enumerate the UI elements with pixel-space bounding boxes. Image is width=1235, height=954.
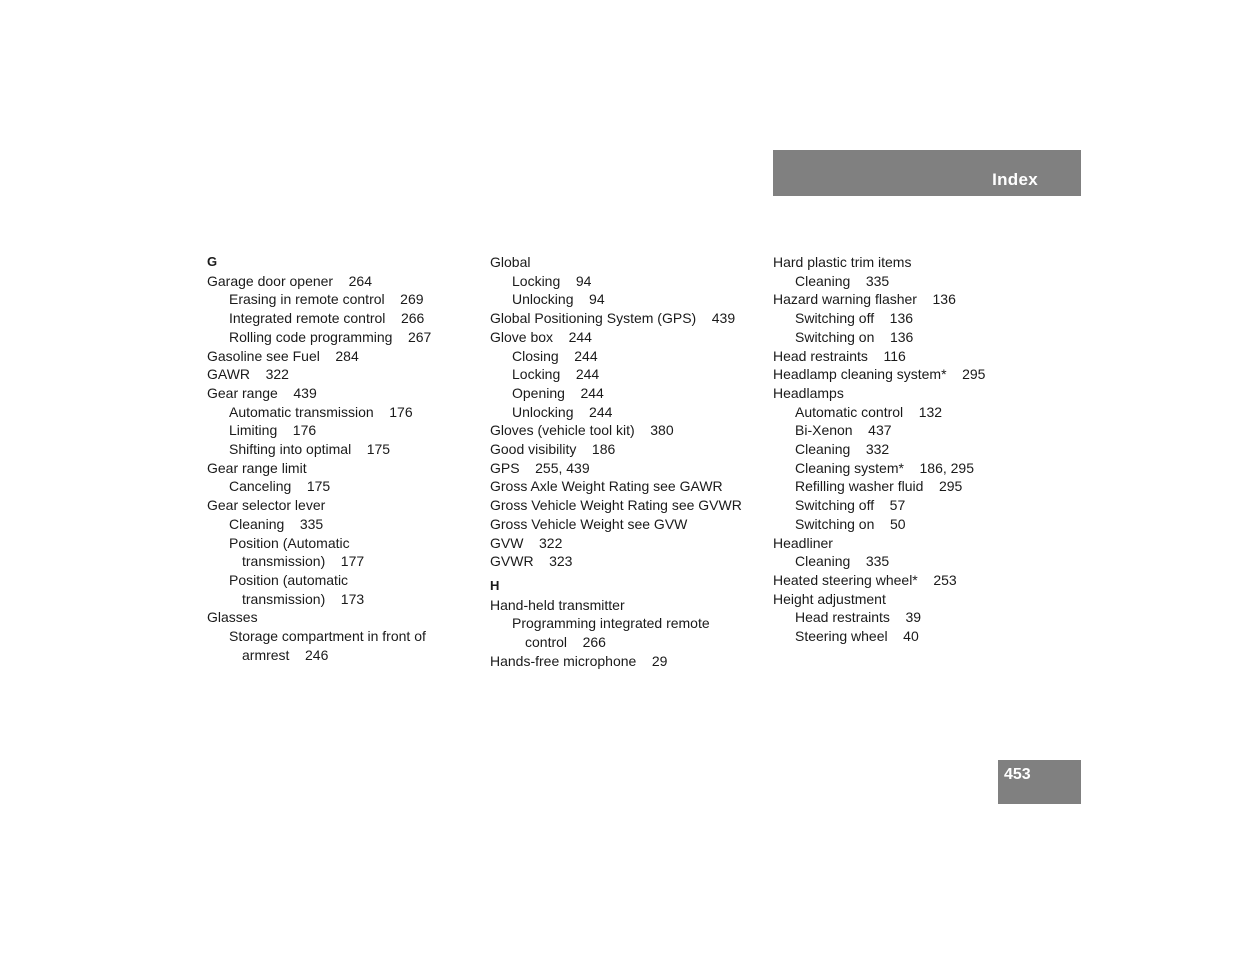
- index-subentry: Unlocking 244: [512, 403, 613, 420]
- index-entry: Gear range 439: [207, 384, 317, 401]
- index-entry: Good visibility 186: [490, 441, 616, 458]
- index-entry: Headlamp cleaning system* 295: [773, 366, 986, 383]
- index-subentry: Steering wheel 40: [795, 628, 919, 645]
- index-entry: Gloves (vehicle tool kit) 380: [490, 422, 674, 439]
- index-entry: Hands-free microphone 29: [490, 652, 668, 669]
- index-subentry: Switching off 136: [795, 310, 914, 327]
- index-subentry: Position (automatic: [229, 571, 349, 588]
- index-subentry: Switching off 57: [795, 497, 906, 514]
- index-subentry: Locking 94: [512, 272, 592, 289]
- index-entry: Global: [490, 254, 531, 270]
- index-entry: Height adjustment: [773, 590, 886, 607]
- index-subentry: Unlocking 94: [512, 291, 605, 308]
- index-entry: Hard plastic trim items: [773, 254, 912, 270]
- index-subentry: Head restraints 39: [795, 609, 922, 626]
- index-entry: Heated steering wheel* 253: [773, 571, 957, 588]
- index-subentry: Position (Automatic: [229, 534, 350, 551]
- index-entry: Garage door opener 264: [207, 272, 373, 289]
- index-entry: Headlamps: [773, 384, 844, 401]
- index-subentry: Closing 244: [512, 347, 598, 364]
- index-entry: Headliner: [773, 534, 833, 551]
- index-subentry: Opening 244: [512, 384, 604, 401]
- index-subentry: Cleaning 335: [795, 272, 890, 289]
- index-entry: GVW 322: [490, 534, 563, 551]
- index-subentry: Canceling 175: [229, 478, 331, 495]
- index-column-2: [490, 253, 755, 670]
- index-subentry: Erasing in remote control 269: [229, 291, 424, 308]
- index-subentry: Cleaning 332: [795, 441, 890, 458]
- index-letter-heading: H: [490, 577, 500, 593]
- index-subentry: control 266: [525, 634, 606, 651]
- index-entry: Hand-held transmitter: [490, 596, 625, 613]
- index-entry: GPS 255, 439: [490, 459, 590, 476]
- index-entry: GVWR 323: [490, 553, 573, 570]
- index-subentry: Cleaning system* 186, 295: [795, 459, 974, 476]
- index-entry: Gross Vehicle Weight Rating see GVWR: [490, 497, 742, 514]
- index-subentry: Programming integrated remote: [512, 615, 710, 632]
- index-subentry: transmission) 173: [242, 590, 365, 607]
- index-subentry: armrest 246: [242, 646, 329, 663]
- index-letter-heading: G: [207, 254, 218, 269]
- index-subentry: Locking 244: [512, 366, 600, 383]
- index-entry: Gross Axle Weight Rating see GAWR: [490, 478, 723, 495]
- section-header-tab: [773, 150, 1081, 196]
- index-subentry: Rolling code programming 267: [229, 328, 432, 345]
- page-number-tab: [998, 760, 1081, 804]
- index-subentry: Storage compartment in front of: [229, 628, 426, 645]
- index-subentry: Switching on 136: [795, 328, 914, 345]
- page-number: 453: [1004, 766, 1031, 783]
- index-entry: Head restraints 116: [773, 347, 906, 364]
- index-entry: Gasoline see Fuel 284: [207, 347, 359, 364]
- index-subentry: Shifting into optimal 175: [229, 441, 391, 458]
- index-subentry: Switching on 50: [795, 515, 906, 532]
- index-subentry: Refilling washer fluid 295: [795, 478, 963, 495]
- index-entry: Glasses: [207, 609, 258, 626]
- index-subentry: Limiting 176: [229, 422, 317, 439]
- index-subentry: Bi-Xenon 437: [795, 422, 892, 439]
- index-entry: GAWR 322: [207, 366, 289, 383]
- section-title: Index: [992, 170, 1038, 189]
- index-entry: Gear range limit: [207, 459, 307, 476]
- index-subentry: transmission) 177: [242, 553, 365, 570]
- index-entry: Gear selector lever: [207, 497, 326, 514]
- index-entry: Gross Vehicle Weight see GVW: [490, 515, 688, 532]
- index-column-1: [207, 253, 472, 664]
- index-entry: Glove box 244: [490, 328, 592, 345]
- index-subentry: Automatic control 132: [795, 403, 943, 420]
- index-subentry: Integrated remote control 266: [229, 310, 425, 327]
- index-entry: Global Positioning System (GPS) 439: [490, 310, 736, 327]
- index-subentry: Cleaning 335: [229, 515, 324, 532]
- index-subentry: Automatic transmission 176: [229, 403, 413, 420]
- index-entry: Hazard warning flasher 136: [773, 291, 956, 308]
- index-column-3: [773, 253, 1038, 646]
- index-subentry: Cleaning 335: [795, 553, 890, 570]
